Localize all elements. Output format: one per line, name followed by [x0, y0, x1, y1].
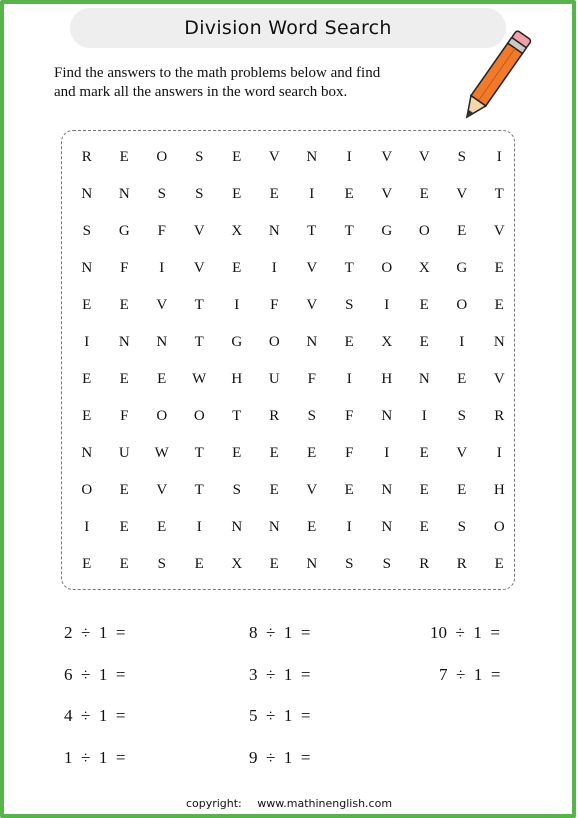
grid-letter[interactable]: W	[192, 371, 207, 387]
grid-letter[interactable]: F	[345, 445, 354, 461]
grid-letter[interactable]: E	[457, 371, 467, 387]
problem-item: 5 ÷ 1 =	[249, 706, 311, 725]
grid-letter[interactable]: I	[271, 260, 277, 276]
grid-letter[interactable]: V	[381, 186, 393, 202]
word-search-grid	[68, 139, 518, 583]
copyright-footer	[0, 797, 578, 810]
grid-letter[interactable]: I	[496, 445, 502, 461]
grid-letter[interactable]: N	[81, 260, 93, 276]
instructions	[54, 64, 434, 102]
grid-letter[interactable]: E	[119, 482, 129, 498]
problem-item: 7 ÷ 1 =	[439, 665, 501, 684]
grid-row	[68, 361, 518, 398]
grid-letter[interactable]: T	[194, 445, 204, 461]
grid-letter[interactable]: G	[381, 223, 393, 239]
grid-letter[interactable]: E	[344, 482, 354, 498]
grid-letter[interactable]: I	[234, 297, 240, 313]
grid-letter[interactable]: E	[419, 482, 429, 498]
grid-letter[interactable]: N	[81, 445, 93, 461]
grid-letter[interactable]: I	[196, 519, 202, 535]
problem-item: 8 ÷ 1 =	[249, 623, 311, 642]
grid-letter[interactable]: V	[456, 445, 468, 461]
grid-letter[interactable]: S	[195, 149, 204, 165]
grid-letter[interactable]: T	[307, 223, 317, 239]
grid-letter[interactable]: V	[156, 482, 168, 498]
grid-row	[68, 213, 518, 250]
grid-letter[interactable]: I	[346, 149, 352, 165]
grid-letter[interactable]: V	[156, 297, 168, 313]
grid-letter[interactable]: E	[119, 519, 129, 535]
copyright-site: www.mathinenglish.com	[257, 797, 393, 810]
grid-letter[interactable]: X	[381, 334, 393, 350]
grid-letter[interactable]: N	[118, 186, 130, 202]
grid-letter[interactable]: F	[270, 297, 279, 313]
grid-letter[interactable]: E	[119, 297, 129, 313]
grid-letter[interactable]: W	[154, 445, 169, 461]
grid-letter[interactable]: E	[119, 149, 129, 165]
grid-letter[interactable]: E	[494, 556, 504, 572]
pencil-icon	[450, 22, 540, 132]
grid-letter[interactable]: N	[381, 482, 393, 498]
problem-item: 2 ÷ 1 =	[64, 623, 126, 642]
grid-letter[interactable]: U	[268, 371, 280, 387]
problem-item: 6 ÷ 1 =	[64, 665, 126, 684]
grid-letter[interactable]: T	[194, 297, 204, 313]
grid-letter[interactable]: V	[306, 297, 318, 313]
grid-letter[interactable]: V	[306, 482, 318, 498]
grid-letter[interactable]: U	[118, 445, 130, 461]
grid-letter[interactable]: E	[457, 223, 467, 239]
grid-letter[interactable]: T	[494, 186, 504, 202]
grid-letter[interactable]: E	[307, 445, 317, 461]
grid-letter[interactable]: I	[346, 519, 352, 535]
grid-letter[interactable]: N	[118, 334, 130, 350]
grid-letter[interactable]: E	[269, 186, 279, 202]
instructions-line-2: and mark all the answers in the word search box.	[54, 84, 348, 100]
copyright-label: copyright:	[185, 797, 242, 810]
grid-letter[interactable]: E	[269, 445, 279, 461]
grid-letter[interactable]: F	[120, 408, 129, 424]
problem-item: 4 ÷ 1 =	[64, 706, 126, 725]
grid-letter[interactable]: E	[419, 445, 429, 461]
grid-letter[interactable]: N	[268, 519, 280, 535]
grid-letter[interactable]: G	[118, 223, 130, 239]
grid-letter[interactable]: I	[159, 260, 165, 276]
grid-letter[interactable]: S	[382, 556, 391, 572]
grid-letter[interactable]: R	[81, 149, 92, 165]
grid-letter[interactable]: N	[306, 556, 318, 572]
grid-letter[interactable]: O	[493, 519, 505, 535]
grid-letter[interactable]: O	[193, 408, 205, 424]
grid-letter[interactable]: H	[493, 482, 505, 498]
grid-letter[interactable]: O	[156, 149, 168, 165]
grid-letter[interactable]: O	[156, 408, 168, 424]
grid-letter[interactable]: I	[309, 186, 315, 202]
grid-letter[interactable]: E	[419, 519, 429, 535]
grid-letter[interactable]: E	[344, 186, 354, 202]
grid-letter[interactable]: S	[345, 297, 354, 313]
grid-letter[interactable]: V	[306, 260, 318, 276]
grid-letter[interactable]: I	[459, 334, 465, 350]
grid-letter[interactable]: R	[419, 556, 430, 572]
grid-letter[interactable]: E	[457, 482, 467, 498]
grid-letter[interactable]: H	[231, 371, 243, 387]
grid-letter[interactable]: T	[344, 260, 354, 276]
grid-letter[interactable]: I	[496, 149, 502, 165]
grid-row	[68, 509, 518, 546]
grid-letter[interactable]: V	[381, 149, 393, 165]
grid-letter[interactable]: F	[120, 260, 129, 276]
grid-letter[interactable]: I	[384, 297, 390, 313]
grid-letter[interactable]: R	[269, 408, 280, 424]
grid-letter[interactable]: N	[156, 334, 168, 350]
grid-letter[interactable]: V	[493, 371, 505, 387]
problem-item: 3 ÷ 1 =	[249, 665, 311, 684]
grid-letter[interactable]: E	[232, 260, 242, 276]
grid-letter[interactable]: N	[306, 334, 318, 350]
grid-letter[interactable]: H	[381, 371, 393, 387]
grid-letter[interactable]: E	[494, 260, 504, 276]
grid-letter[interactable]: S	[307, 408, 316, 424]
grid-letter[interactable]: F	[345, 408, 354, 424]
page-title: Division Word Search	[184, 17, 392, 39]
grid-letter[interactable]: O	[381, 260, 393, 276]
grid-letter[interactable]: T	[194, 334, 204, 350]
grid-letter[interactable]: E	[344, 334, 354, 350]
grid-letter[interactable]: I	[84, 519, 90, 535]
grid-letter[interactable]: O	[81, 482, 93, 498]
grid-row	[68, 435, 518, 472]
grid-letter[interactable]: V	[268, 149, 280, 165]
grid-letter[interactable]: V	[456, 186, 468, 202]
title-banner	[70, 8, 506, 48]
grid-letter[interactable]: N	[231, 519, 243, 535]
grid-letter[interactable]: O	[268, 334, 280, 350]
instructions-line-1: Find the answers to the math problems below and find	[54, 65, 381, 81]
grid-letter[interactable]: E	[157, 371, 167, 387]
grid-letter[interactable]: E	[82, 408, 92, 424]
grid-letter[interactable]: N	[381, 519, 393, 535]
grid-letter[interactable]: E	[157, 519, 167, 535]
grid-letter[interactable]: R	[456, 556, 467, 572]
grid-letter[interactable]: I	[384, 445, 390, 461]
grid-letter[interactable]: S	[157, 186, 166, 202]
grid-row	[68, 139, 518, 176]
grid-letter[interactable]: S	[457, 519, 466, 535]
grid-letter[interactable]: E	[232, 186, 242, 202]
grid-letter[interactable]: N	[381, 408, 393, 424]
grid-letter[interactable]: F	[307, 371, 316, 387]
grid-letter[interactable]: E	[494, 297, 504, 313]
grid-letter[interactable]: X	[231, 223, 243, 239]
grid-letter[interactable]: E	[419, 334, 429, 350]
grid-letter[interactable]: N	[493, 334, 505, 350]
grid-letter[interactable]: N	[418, 371, 430, 387]
grid-letter[interactable]: E	[269, 556, 279, 572]
grid-letter[interactable]: I	[84, 334, 90, 350]
grid-letter[interactable]: G	[456, 260, 468, 276]
grid-letter[interactable]: V	[493, 223, 505, 239]
grid-letter[interactable]: O	[456, 297, 468, 313]
grid-letter[interactable]: N	[81, 186, 93, 202]
grid-letter[interactable]: O	[418, 223, 430, 239]
grid-letter[interactable]: E	[82, 556, 92, 572]
grid-letter[interactable]: T	[194, 482, 204, 498]
grid-letter[interactable]: V	[418, 149, 430, 165]
grid-letter[interactable]: S	[345, 556, 354, 572]
grid-letter[interactable]: S	[195, 186, 204, 202]
grid-letter[interactable]: X	[418, 260, 430, 276]
grid-letter[interactable]: E	[269, 482, 279, 498]
grid-letter[interactable]: E	[419, 186, 429, 202]
grid-letter[interactable]: T	[232, 408, 242, 424]
grid-letter[interactable]: E	[119, 371, 129, 387]
grid-row	[68, 398, 518, 435]
grid-letter[interactable]: S	[457, 149, 466, 165]
problem-item: 10 ÷ 1 =	[430, 623, 500, 642]
grid-letter[interactable]: V	[193, 223, 205, 239]
grid-letter[interactable]: N	[268, 223, 280, 239]
grid-letter[interactable]: E	[119, 556, 129, 572]
grid-letter[interactable]: E	[232, 149, 242, 165]
grid-letter[interactable]: G	[231, 334, 243, 350]
grid-letter[interactable]: I	[421, 408, 427, 424]
problem-item: 9 ÷ 1 =	[249, 748, 311, 767]
grid-letter[interactable]: E	[82, 297, 92, 313]
grid-letter[interactable]: X	[231, 556, 243, 572]
problem-item: 1 ÷ 1 =	[64, 748, 126, 767]
grid-letter[interactable]: E	[82, 371, 92, 387]
grid-letter[interactable]: E	[419, 297, 429, 313]
grid-row	[68, 287, 518, 324]
grid-letter[interactable]: E	[194, 556, 204, 572]
grid-letter[interactable]: N	[306, 149, 318, 165]
grid-row	[68, 472, 518, 509]
grid-row	[68, 324, 518, 361]
grid-letter[interactable]: S	[82, 223, 91, 239]
grid-letter[interactable]: T	[344, 223, 354, 239]
grid-letter[interactable]: V	[193, 260, 205, 276]
grid-row	[68, 546, 518, 583]
grid-letter[interactable]: E	[232, 445, 242, 461]
grid-letter[interactable]: S	[232, 482, 241, 498]
grid-letter[interactable]: S	[157, 556, 166, 572]
grid-row	[68, 250, 518, 287]
grid-letter[interactable]: R	[494, 408, 505, 424]
grid-letter[interactable]: I	[346, 371, 352, 387]
grid-letter[interactable]: F	[157, 223, 166, 239]
grid-row	[68, 176, 518, 213]
grid-letter[interactable]: S	[457, 408, 466, 424]
grid-letter[interactable]: E	[307, 519, 317, 535]
